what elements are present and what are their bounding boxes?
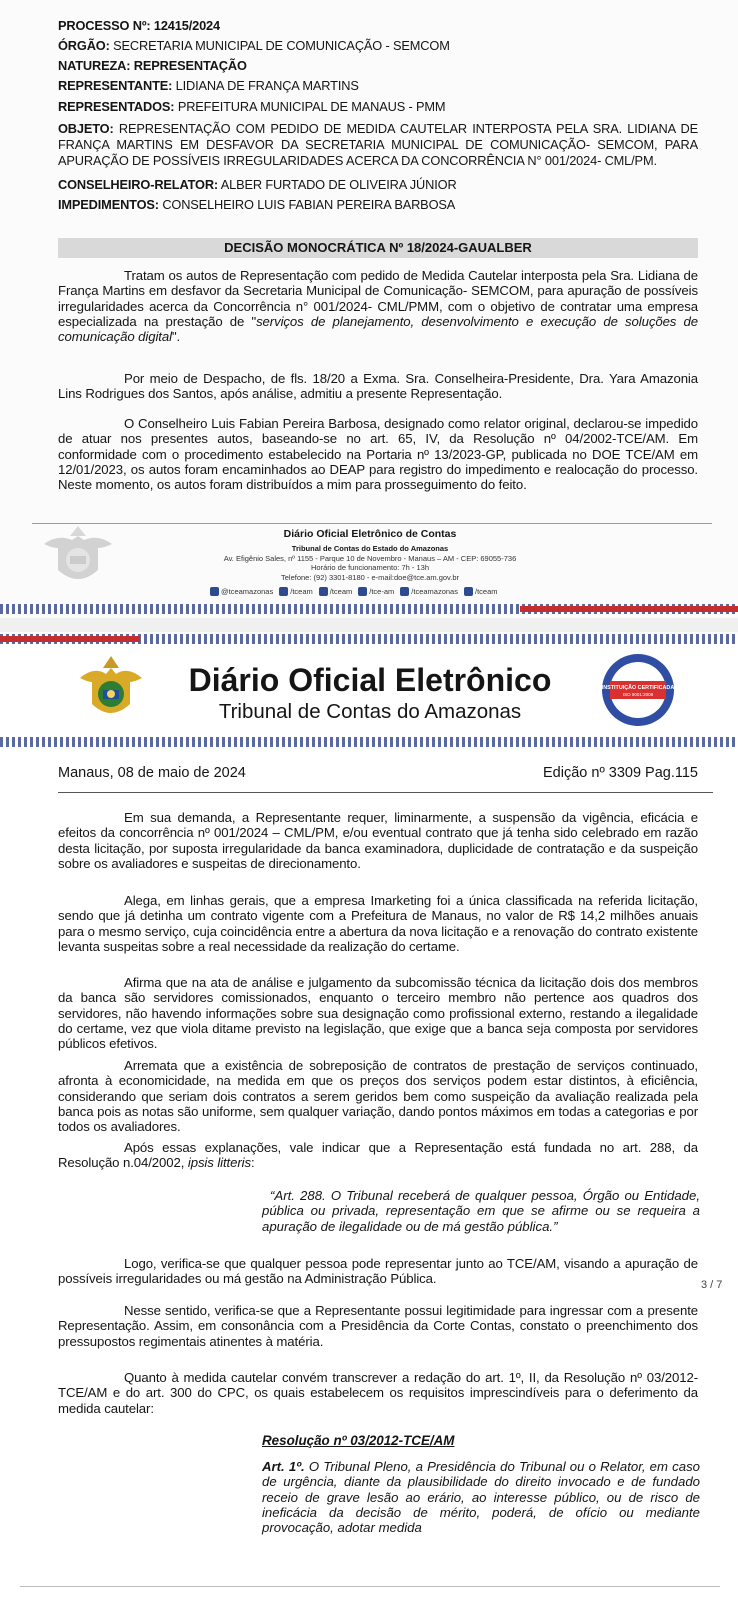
edition-page: Edição nº 3309 Pag.115 [543, 765, 698, 781]
paragraph-apos: Após essas explanações, vale indicar que a Representação está fundada no art. 288, da Resolução n.04/2002, ipsis litteris: [58, 1140, 698, 1171]
tce-coat-of-arms-faded [38, 522, 118, 590]
social-linkedin[interactable]: /tceam [464, 587, 498, 596]
footer-red-strip [520, 606, 738, 612]
processo-line: PROCESSO Nº: 12415/2024 [58, 18, 220, 33]
conselheiro-line: CONSELHEIRO-RELATOR: ALBER FURTADO DE OLIVEIRA JÚNIOR [58, 177, 457, 192]
seal-text: INSTITUIÇÃO CERTIFICADA [601, 685, 675, 691]
paragraph-1: Tratam os autos de Representação com pedido de Medida Cautelar interposta pela Sra. Lidiana de França Martins em desfavor da Secretaria Municipal de Comunicação- SEMCOM, para apuração de possíveis irregularidades acerca da Concorrência n° 001/2024- CML/PMM, com o objetivo de contratar uma empresa especializada na prestação de "serviços de planejamento, desenvolvimento e execução de soluções de comunicação digital". [58, 268, 698, 345]
paragraph-alega: Alega, em linhas gerais, que a empresa Imarketing foi a única classificada na referida licitação, sendo que já detinha um contrato vigente com a Prefeitura de Manaus, no valor de R$ 14,2 milhões anuais para o mesmo serviço, cuja coincidência entre a abertura da nova licitação e a renovação do contrato existente levanta suspeitas sobre a real necessidade da realização do certame. [58, 893, 698, 954]
objeto-line: OBJETO: REPRESENTAÇÃO COM PEDIDO DE MEDIDA CAUTELAR INTERPOSTA PELA SRA. LIDIANA DE FRANÇA MARTINS EM DESFAVOR DA SECRETARIA MUNICIPAL DE COMUNICAÇÃO- SEMCOM, PARA APURAÇÃO DE POSSÍVEIS IRREGULARIDADES ACERCA DA CONCORRÊNCIA N° 001/2024- CML/PM. [58, 121, 698, 168]
bottom-divider [20, 1586, 720, 1587]
instagram-icon [210, 587, 219, 596]
certification-seal-icon [600, 652, 676, 728]
footer-hours: Horário de funcionamento: 7h - 13h [311, 563, 429, 573]
dateline-rule [58, 792, 713, 793]
linkedin-icon [464, 587, 473, 596]
tce-coat-of-arms-icon [76, 652, 146, 724]
dateline [58, 765, 698, 781]
orgao-line: ÓRGÃO: SECRETARIA MUNICIPAL DE COMUNICAÇÃO - SEMCOM [58, 38, 450, 53]
paragraph-quanto: Quanto à medida cautelar convém transcrever a redação do art. 1º, II, da Resolução nº 03/2012-TCE/AM e do art. 300 do CPC, os quais estabelecem os requisitos imprescindíveis para o deferimento da medida cautelar: [58, 1370, 698, 1416]
document-page-1 [0, 0, 738, 640]
representante-line: REPRESENTANTE: LIDIANA DE FRANÇA MARTINS [58, 78, 359, 93]
footer-info [200, 527, 540, 582]
facebook-icon [279, 587, 288, 596]
paragraph-2: Por meio de Despacho, de fls. 18/20 a Exma. Sra. Conselheira-Presidente, Dra. Yara Amazonia Lins Rodrigues dos Santos, após análise, admitiu a presente Representação. [58, 371, 698, 402]
header-red-strip [0, 636, 140, 642]
representados-line: REPRESENTADOS: PREFEITURA MUNICIPAL DE MANAUS - PMM [58, 99, 446, 114]
impedimentos-line: IMPEDIMENTOS: CONSELHEIRO LUIS FABIAN PEREIRA BARBOSA [58, 197, 456, 212]
paragraph-afirma: Afirma que na ata de análise e julgamento da subcomissão técnica da licitação dois dos membros da banca são servidores comissionados, enquanto o terceiro membro não pertence aos quadros dos servidores, não havendo informações sobre sua designação como profissional externo, restando a ilegalidade do certame, vez que viola ditame previsto na legislação, que exige que a banca seja composta por servidores públicos efetivos. [58, 975, 698, 1052]
decision-title: DECISÃO MONOCRÁTICA Nº 18/2024-GAUALBER [58, 238, 698, 258]
paragraph-logo: Logo, verifica-se que qualquer pessoa pode representar junto ao TCE/AM, visando a apuração de possíveis irregularidades ou má gestão na Administração Pública. [58, 1256, 698, 1287]
footer-title: Diário Oficial Eletrônico de Contas [283, 528, 457, 540]
twitter-icon [319, 587, 328, 596]
footer-tribunal: Tribunal de Contas do Estado do Amazonas [291, 544, 449, 553]
seal-subtext: ISO 9001:2008 [622, 692, 654, 697]
social-facebook[interactable]: /tceam [279, 587, 313, 596]
social-youtube[interactable]: /tceamazonas [400, 587, 458, 596]
diario-subtitle: Tribunal de Contas do Amazonas [218, 700, 522, 723]
paragraph-3: O Conselheiro Luis Fabian Pereira Barbosa, designado como relator original, declarou-se impedido de atuar nos presentes autos, baseando-se no art. 65, IV, da Resolução nº 04/2002-TCE/AM. Em conformidade com o procedimento estabelecido na Portaria nº 13/2023-GP, publicada no DOE TCE/AM em 12/01/2023, os autos foram encaminhados ao DEAP para registro do impedimento e realocação do processo. Neste momento, os autos foram distribuídos a mim para prosseguimento do feito. [58, 416, 698, 493]
diario-title: Diário Oficial Eletrônico [188, 662, 552, 698]
natureza-line: NATUREZA: REPRESENTAÇÃO [58, 58, 247, 73]
paragraph-nesse-sentido: Nesse sentido, verifica-se que a Representante possui legitimidade para ingressar com a presente Representação. Assim, em consonância com a Presidência da Corte Contas, constato o preenchimento dos pressupostos regimentais atinentes à matéria. [58, 1303, 698, 1349]
paragraph-arremata: Arremata que a existência de sobreposição de contratos de prestação de serviços continuado, afronta à economicidade, na medida em que os preços dos serviços podem estar distintos, à eficiência, considerando que seriam dois contratos a serem geridos bem como suspeição da avaliação realizada pela banca pois as notas são uniforme, sem qualquer variação, dando pontos máximos em todas a categorias e por todos os avaliadores. [58, 1058, 698, 1135]
youtube-icon [400, 587, 409, 596]
header-bottom-strip [0, 737, 738, 747]
social-instagram[interactable]: @tceamazonas [210, 587, 273, 596]
article-1-text: Art. 1º. O Tribunal Pleno, a Presidência do Tribunal ou o Relator, em caso de urgência, diante da plausibilidade do direito invocado e de fundado receio de grave lesão ao erário, ao interesse público, ou de risco de ineficácia da decisão de mérito, poderá, de ofício ou mediante provocação, adotar medida [262, 1459, 700, 1536]
flickr-icon [358, 587, 367, 596]
resolution-title: Resolução nº 03/2012-TCE/AM [262, 1433, 455, 1448]
paragraph-demanda: Em sua demanda, a Representante requer, liminarmente, a suspensão da vigência, eficácia e efeitos da concorrência nº 001/2024 – CML/PM, e/ou eventual contrato que já tenha sido celebrado em razão desta licitação, por suposta irregularidade da banca examinadora, duplicidade de contratação e da suspeição sobre os avaliadores e suspeitas de direcionamento. [58, 810, 698, 871]
footer-contact: Telefone: (92) 3301-8180 - e-mail:doe@tce.am.gov.br [281, 572, 459, 582]
footer-address: Av. Efigênio Sales, nº 1155 - Parque 10 de Novembro - Manaus – AM - CEP: 69055-736 [223, 554, 517, 563]
social-flickr[interactable]: /tce-am [358, 587, 394, 596]
page-indicator: 3 / 7 [701, 1279, 723, 1291]
publication-date: Manaus, 08 de maio de 2024 [58, 765, 246, 781]
page-separator [0, 618, 738, 632]
social-twitter[interactable]: /tceam [319, 587, 353, 596]
social-links [210, 587, 540, 596]
footer-divider [32, 523, 712, 524]
quote-art-288: “Art. 288. O Tribunal receberá de qualquer pessoa, Órgão ou Entidade, pública ou privada, representação em que se afirme ou se requeira a apuração de ilegalidade ou de má gestão pública.” [262, 1188, 700, 1234]
